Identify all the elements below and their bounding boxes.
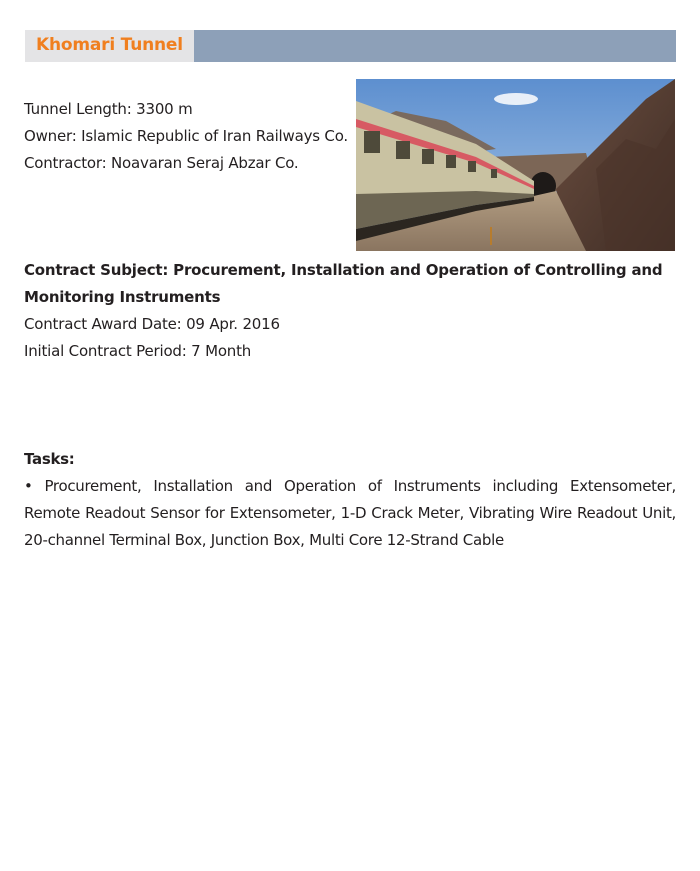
header-title-box bbox=[25, 30, 194, 62]
train-tunnel-photo bbox=[356, 79, 675, 251]
contract-details bbox=[24, 257, 676, 365]
contract-subject: Contract Subject: Procurement, Installation and Operation of Controlling and Monitoring Instruments bbox=[24, 261, 663, 306]
task-item: • Procurement, Installation and Operation of Instruments including Extensometer, Remote Readout Sensor for Extensometer, 1-D Crack Meter, Vibrating Wire Readout Unit, 20-channel Terminal Box, Junction Box, Multi Core 12-Strand Cable bbox=[24, 477, 676, 549]
tunnel-contractor: Contractor: Noavaran Seraj Abzar Co. bbox=[24, 154, 299, 172]
project-info bbox=[24, 96, 348, 177]
tunnel-length: Tunnel Length: 3300 m bbox=[24, 100, 193, 118]
tasks-heading: Tasks: bbox=[24, 450, 75, 468]
tunnel-owner: Owner: Islamic Republic of Iran Railways Co. bbox=[24, 127, 348, 145]
tasks-section bbox=[24, 446, 676, 554]
section-header bbox=[25, 30, 676, 62]
contract-award-date: Contract Award Date: 09 Apr. 2016 bbox=[24, 315, 280, 333]
train-tunnel-photo-image bbox=[356, 79, 675, 251]
contract-period: Initial Contract Period: 7 Month bbox=[24, 342, 252, 360]
page-title: Khomari Tunnel bbox=[36, 35, 183, 55]
